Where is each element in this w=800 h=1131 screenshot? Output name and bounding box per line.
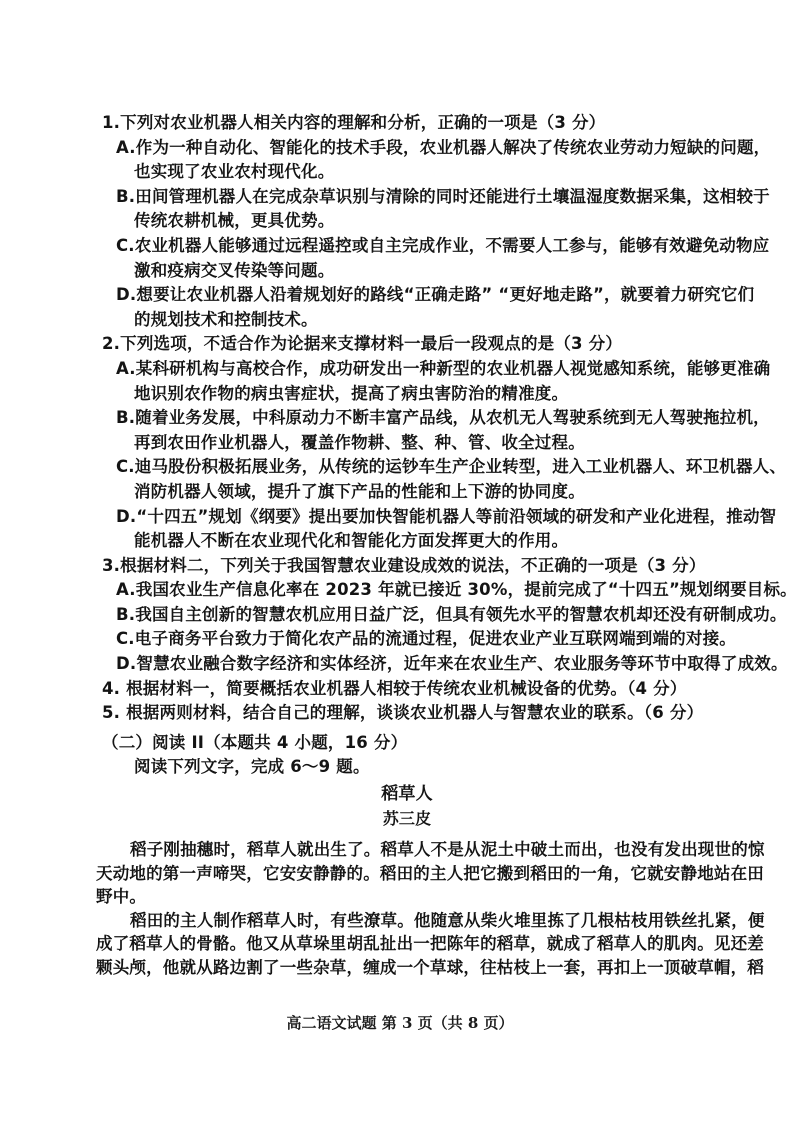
- passage-paragraph-2-line-1: 稻田的主人制作稻草人时，有些潦草。他随意从柴火堆里拣了几根枯枝用铁丝扎紧，便: [130, 910, 765, 930]
- question-5-stem: 5. 根据两则材料，结合自己的理解，谈谈农业机器人与智慧农业的联系。（6 分）: [102, 703, 704, 723]
- section-heading-reading-2: （二）阅读 II（本题共 4 小题，16 分）: [102, 732, 408, 752]
- question-2-stem: 2.下列选项，不适合作为论据来支撑材料一最后一段观点的是（3 分）: [102, 334, 623, 354]
- passage-paragraph-2-line-2: 成了稻草人的骨骼。他又从草垛里胡乱扯出一把陈年的稻草，就成了稻草人的肌肉。见还差: [96, 934, 764, 954]
- question-2-option-c-cont: 消防机器人领域，提升了旗下产品的性能和上下游的协同度。: [134, 481, 585, 501]
- passage-author: 苏三皮: [382, 809, 432, 829]
- passage-paragraph-1-line-3: 野中。: [96, 887, 147, 907]
- question-2-option-d: D.“十四五”规划《纲要》提出要加快智能机器人等前沿领域的研发和产业化进程，推动智: [116, 506, 777, 526]
- question-2-option-d-cont: 能机器人不断在农业现代化和智能化方面发挥更大的作用。: [134, 531, 569, 551]
- question-3-stem: 3.根据材料二，下列关于我国智慧农业建设成效的说法，不正确的一项是（3 分）: [102, 555, 706, 575]
- passage-paragraph-1-line-2: 天动地的第一声啼哭，它安安静静的。稻田的主人把它搬到稻田的一角，它就安静地站在田: [96, 863, 764, 883]
- question-3-option-b: B.我国自主创新的智慧农机应用日益广泛，但具有领先水平的智慧农机却还没有研制成功。: [116, 604, 787, 624]
- question-2-option-b-cont: 再到农田作业机器人，覆盖作物耕、整、种、管、收全过程。: [134, 432, 585, 452]
- question-1-option-d-cont: 的规划技术和控制技术。: [134, 309, 318, 329]
- question-2-option-c: C.迪马股份积极拓展业务，从传统的运钞车生产企业转型，进入工业机器人、环卫机器人、: [116, 457, 787, 477]
- reading-instruction: 阅读下列文字，完成 6～9 题。: [134, 757, 370, 777]
- question-1-option-b: B.田间管理机器人在完成杂草识别与清除的同时还能进行土壤温湿度数据采集，这相较于: [116, 186, 770, 206]
- question-3-option-a: A.我国农业生产信息化率在 2023 年就已接近 30%，提前完成了“十四五”规划纲要目标。: [116, 580, 797, 600]
- question-2-option-a-cont: 地识别农作物的病虫害症状，提高了病虫害防治的精准度。: [134, 383, 569, 403]
- question-1-stem: 1.下列对农业机器人相关内容的理解和分析，正确的一项是（3 分）: [102, 113, 606, 132]
- exam-content: [96, 111, 797, 979]
- question-2-option-b: B.随着业务发展，中科原动力不断丰富产品线，从农机无人驾驶系统到无人驾驶拖拉机，: [116, 408, 770, 428]
- passage-paragraph-2-line-3: 颗头颅，他就从路边割了一些杂草，缠成一个草球，往枯枝上一套，再扣上一顶破草帽，稻: [96, 957, 764, 977]
- question-3-option-c: C.电子商务平台致力于简化农产品的流通过程，促进农业产业互联网端到端的对接。: [116, 629, 736, 649]
- question-1-option-b-cont: 传统农耕机械，更具优势。: [134, 211, 335, 231]
- question-3-option-d: D.智慧农业融合数字经济和实体经济，近年来在农业生产、农业服务等环节中取得了成效。: [116, 654, 788, 674]
- question-1-option-a-cont: 也实现了农业农村现代化。: [134, 162, 335, 182]
- question-2-option-a: A.某科研机构与高校合作，成功研发出一种新型的农业机器人视觉感知系统，能够更准确: [116, 358, 771, 378]
- question-1-option-d: D.想要让农业机器人沿着规划好的路线“正确走路” “更好地走路”，就要着力研究它们: [116, 285, 755, 305]
- question-1-option-c: C.农业机器人能够通过远程遥控或自主完成作业，不需要人工参与，能够有效避免动物应: [116, 235, 770, 255]
- question-1-option-c-cont: 激和疫病交叉传染等问题。: [134, 260, 335, 280]
- footer-page-number: 高二语文试题 第 3 页（共 8 页）: [286, 1014, 514, 1032]
- passage-paragraph-1-line-1: 稻子刚抽穗时，稻草人就出生了。稻草人不是从泥土中破土而出，也没有发出现世的惊: [130, 840, 765, 860]
- passage-title: 稻草人: [381, 784, 433, 805]
- question-1-option-a: A.作为一种自动化、智能化的技术手段，农业机器人解决了传统农业劳动力短缺的问题，: [116, 137, 771, 157]
- question-4-stem: 4. 根据材料一，简要概括农业机器人相较于传统农业机械设备的优势。（4 分）: [102, 678, 687, 698]
